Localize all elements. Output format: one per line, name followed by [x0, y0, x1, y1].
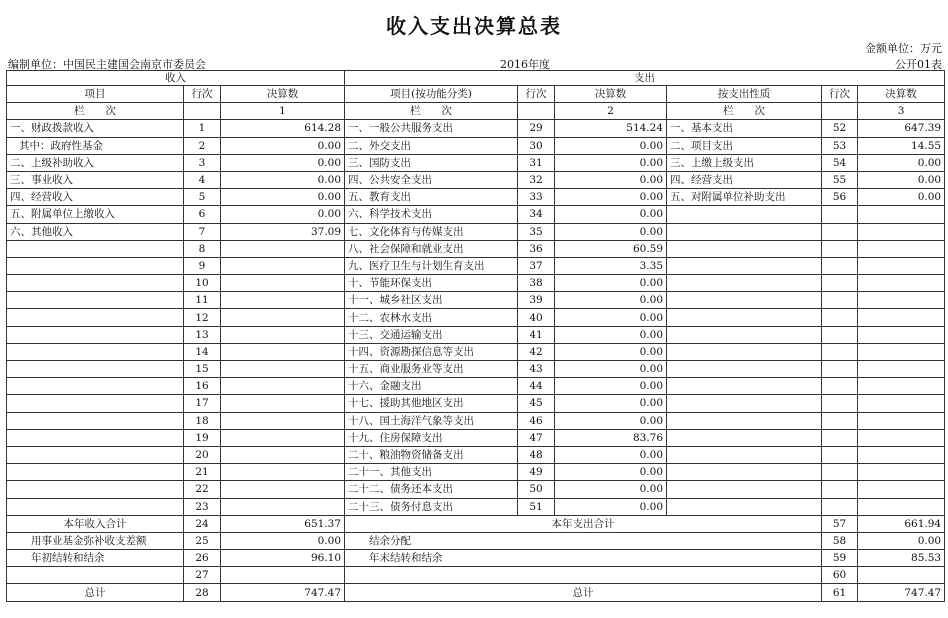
function-line: 47 [518, 429, 555, 446]
function-line: 41 [518, 326, 555, 343]
header-nature-amount: 决算数 [858, 86, 945, 103]
summary-income-line: 27 [184, 567, 221, 584]
function-amount: 514.24 [555, 120, 667, 137]
nature-line [822, 275, 858, 292]
income-amount: 37.09 [221, 223, 345, 240]
income-line: 2 [184, 137, 221, 154]
function-amount: 0.00 [555, 412, 667, 429]
function-amount: 0.00 [555, 464, 667, 481]
income-line: 5 [184, 189, 221, 206]
nature-amount [858, 412, 945, 429]
function-line: 38 [518, 275, 555, 292]
summary-income-amount: 747.47 [221, 584, 345, 601]
column-header-row [7, 86, 945, 103]
income-item: 四、经营收入 [7, 189, 184, 206]
summary-row [7, 515, 945, 532]
income-line: 20 [184, 446, 221, 463]
table-row [7, 446, 945, 463]
income-amount: 0.00 [221, 137, 345, 154]
income-item [7, 292, 184, 309]
nature-line [822, 240, 858, 257]
summary-income-label: 年初结转和结余 [7, 550, 184, 567]
income-amount: 0.00 [221, 189, 345, 206]
table-row [7, 240, 945, 257]
function-line: 36 [518, 240, 555, 257]
nature-item [667, 206, 822, 223]
income-line: 19 [184, 429, 221, 446]
function-item: 二、外交支出 [345, 137, 518, 154]
col-label-blank [518, 103, 555, 120]
summary-expense-label: 总计 [345, 584, 822, 601]
summary-income-label: 本年收入合计 [7, 515, 184, 532]
summary-income-amount: 96.10 [221, 550, 345, 567]
income-item [7, 446, 184, 463]
function-line: 45 [518, 395, 555, 412]
nature-line [822, 257, 858, 274]
income-item [7, 361, 184, 378]
summary-expense-line: 61 [822, 584, 858, 601]
income-line: 17 [184, 395, 221, 412]
function-item: 七、文化体育与传媒支出 [345, 223, 518, 240]
function-amount: 0.00 [555, 223, 667, 240]
function-item: 四、公共安全支出 [345, 171, 518, 188]
table-row [7, 137, 945, 154]
amount-unit: 金额单位：万元 [865, 42, 942, 55]
income-section-title: 收入 [7, 71, 345, 86]
nature-item [667, 446, 822, 463]
function-line: 37 [518, 257, 555, 274]
function-amount: 0.00 [555, 446, 667, 463]
income-line: 23 [184, 498, 221, 515]
table-row [7, 154, 945, 171]
nature-item [667, 378, 822, 395]
income-line: 21 [184, 464, 221, 481]
nature-item [667, 395, 822, 412]
income-item: 五、附属单位上缴收入 [7, 206, 184, 223]
nature-amount: 0.00 [858, 154, 945, 171]
summary-income-line: 24 [184, 515, 221, 532]
function-line: 33 [518, 189, 555, 206]
income-amount [221, 326, 345, 343]
nature-item [667, 292, 822, 309]
income-item: 一、财政拨款收入 [7, 120, 184, 137]
nature-item [667, 361, 822, 378]
function-line: 42 [518, 343, 555, 360]
nature-line: 55 [822, 171, 858, 188]
income-item: 其中：政府性基金 [7, 137, 184, 154]
income-line: 11 [184, 292, 221, 309]
function-item: 二十、粮油物资储备支出 [345, 446, 518, 463]
income-amount [221, 481, 345, 498]
table-row [7, 171, 945, 188]
function-amount: 0.00 [555, 171, 667, 188]
nature-amount [858, 498, 945, 515]
income-item: 二、上级补助收入 [7, 154, 184, 171]
function-amount: 0.00 [555, 206, 667, 223]
function-item: 十一、城乡社区支出 [345, 292, 518, 309]
nature-line [822, 206, 858, 223]
function-amount: 0.00 [555, 275, 667, 292]
income-amount [221, 361, 345, 378]
nature-line: 56 [822, 189, 858, 206]
function-amount: 3.35 [555, 257, 667, 274]
nature-amount [858, 292, 945, 309]
function-item: 八、社会保障和就业支出 [345, 240, 518, 257]
summary-expense-label: 年末结转和结余 [345, 550, 822, 567]
function-line: 31 [518, 154, 555, 171]
function-item: 二十三、债务付息支出 [345, 498, 518, 515]
budget-summary-table [6, 70, 945, 602]
nature-item [667, 257, 822, 274]
income-line: 16 [184, 378, 221, 395]
nature-item [667, 275, 822, 292]
col-number-1: 1 [221, 103, 345, 120]
function-item: 十九、住房保障支出 [345, 429, 518, 446]
income-item [7, 412, 184, 429]
header-function-item: 项目(按功能分类) [345, 86, 518, 103]
nature-line: 54 [822, 154, 858, 171]
summary-row [7, 584, 945, 601]
function-amount: 0.00 [555, 378, 667, 395]
function-amount: 60.59 [555, 240, 667, 257]
page-title: 收入支出决算总表 [386, 14, 562, 38]
nature-line [822, 464, 858, 481]
nature-amount: 0.00 [858, 189, 945, 206]
header-income-line: 行次 [184, 86, 221, 103]
income-line: 15 [184, 361, 221, 378]
nature-amount [858, 309, 945, 326]
header-income-amount: 决算数 [221, 86, 345, 103]
income-line: 7 [184, 223, 221, 240]
income-amount [221, 429, 345, 446]
income-item [7, 326, 184, 343]
nature-amount [858, 395, 945, 412]
col-number-2: 2 [555, 103, 667, 120]
income-amount: 0.00 [221, 154, 345, 171]
form-number: 公开01表 [895, 58, 942, 71]
nature-line [822, 378, 858, 395]
function-item: 十七、援助其他地区支出 [345, 395, 518, 412]
nature-item [667, 223, 822, 240]
income-line: 10 [184, 275, 221, 292]
income-item [7, 343, 184, 360]
table-row [7, 120, 945, 137]
function-item: 五、教育支出 [345, 189, 518, 206]
income-amount [221, 257, 345, 274]
function-item: 九、医疗卫生与计划生育支出 [345, 257, 518, 274]
function-line: 29 [518, 120, 555, 137]
income-item [7, 481, 184, 498]
function-amount: 0.00 [555, 309, 667, 326]
nature-amount: 14.55 [858, 137, 945, 154]
function-line: 51 [518, 498, 555, 515]
nature-line: 52 [822, 120, 858, 137]
nature-amount [858, 481, 945, 498]
function-amount: 0.00 [555, 189, 667, 206]
nature-amount [858, 343, 945, 360]
nature-item [667, 429, 822, 446]
table-row [7, 326, 945, 343]
summary-expense-line: 57 [822, 515, 858, 532]
expense-section-title: 支出 [345, 71, 945, 86]
summary-expense-line: 58 [822, 532, 858, 549]
summary-expense-amount: 747.47 [858, 584, 945, 601]
function-line: 35 [518, 223, 555, 240]
income-item [7, 257, 184, 274]
nature-item [667, 326, 822, 343]
nature-amount [858, 361, 945, 378]
nature-line [822, 223, 858, 240]
function-line: 44 [518, 378, 555, 395]
nature-amount [858, 429, 945, 446]
income-amount [221, 464, 345, 481]
nature-amount [858, 240, 945, 257]
nature-item: 二、项目支出 [667, 137, 822, 154]
function-line: 40 [518, 309, 555, 326]
income-amount [221, 343, 345, 360]
function-line: 50 [518, 481, 555, 498]
function-item: 一、一般公共服务支出 [345, 120, 518, 137]
summary-expense-label: 本年支出合计 [345, 515, 822, 532]
header-nature-item: 按支出性质 [667, 86, 822, 103]
income-amount [221, 412, 345, 429]
income-line: 1 [184, 120, 221, 137]
summary-income-line: 26 [184, 550, 221, 567]
function-amount: 0.00 [555, 361, 667, 378]
function-amount: 0.00 [555, 343, 667, 360]
nature-line [822, 326, 858, 343]
function-amount: 0.00 [555, 498, 667, 515]
summary-expense-amount: 85.53 [858, 550, 945, 567]
nature-line [822, 361, 858, 378]
table-row [7, 189, 945, 206]
summary-expense-line: 60 [822, 567, 858, 584]
summary-expense-label: 结余分配 [345, 532, 822, 549]
fiscal-year: 2016年度 [500, 58, 550, 71]
table-row [7, 395, 945, 412]
table-row [7, 481, 945, 498]
nature-item: 五、对附属单位补助支出 [667, 189, 822, 206]
function-amount: 0.00 [555, 395, 667, 412]
table-row [7, 429, 945, 446]
income-amount [221, 309, 345, 326]
income-line: 22 [184, 481, 221, 498]
function-item: 十三、交通运输支出 [345, 326, 518, 343]
income-amount [221, 498, 345, 515]
income-line: 4 [184, 171, 221, 188]
function-item: 三、国防支出 [345, 154, 518, 171]
function-line: 32 [518, 171, 555, 188]
col-number-3: 3 [858, 103, 945, 120]
income-item [7, 275, 184, 292]
income-line: 12 [184, 309, 221, 326]
table-row [7, 275, 945, 292]
nature-amount: 647.39 [858, 120, 945, 137]
col-label-blank [184, 103, 221, 120]
nature-line [822, 292, 858, 309]
nature-amount [858, 223, 945, 240]
income-line: 9 [184, 257, 221, 274]
summary-expense-label [345, 567, 822, 584]
nature-amount [858, 464, 945, 481]
col-label-function: 栏 次 [345, 103, 518, 120]
summary-row [7, 550, 945, 567]
table-row [7, 498, 945, 515]
income-amount [221, 446, 345, 463]
nature-amount [858, 326, 945, 343]
summary-row [7, 567, 945, 584]
nature-item: 一、基本支出 [667, 120, 822, 137]
summary-income-amount: 0.00 [221, 532, 345, 549]
header-income-item: 项目 [7, 86, 184, 103]
table-row [7, 343, 945, 360]
income-line: 8 [184, 240, 221, 257]
nature-line [822, 429, 858, 446]
income-item [7, 395, 184, 412]
summary-income-label: 总计 [7, 584, 184, 601]
summary-income-label: 用事业基金弥补收支差额 [7, 532, 184, 549]
income-item [7, 429, 184, 446]
income-amount: 0.00 [221, 171, 345, 188]
col-label-nature: 栏 次 [667, 103, 822, 120]
nature-line [822, 498, 858, 515]
nature-line [822, 343, 858, 360]
function-amount: 0.00 [555, 154, 667, 171]
income-item [7, 309, 184, 326]
nature-item [667, 498, 822, 515]
function-line: 43 [518, 361, 555, 378]
function-amount: 83.76 [555, 429, 667, 446]
income-line: 6 [184, 206, 221, 223]
income-amount [221, 395, 345, 412]
table-row [7, 206, 945, 223]
function-item: 十五、商业服务业等支出 [345, 361, 518, 378]
nature-line [822, 309, 858, 326]
summary-expense-amount: 0.00 [858, 532, 945, 549]
function-line: 46 [518, 412, 555, 429]
summary-income-line: 28 [184, 584, 221, 601]
nature-line [822, 481, 858, 498]
nature-item: 四、经营支出 [667, 171, 822, 188]
function-amount: 0.00 [555, 137, 667, 154]
income-amount [221, 275, 345, 292]
table-row [7, 361, 945, 378]
organization-label: 编制单位：中国民主建国会南京市委员会 [8, 58, 206, 71]
nature-item [667, 309, 822, 326]
nature-line [822, 446, 858, 463]
section-header-row [7, 71, 945, 86]
nature-amount [858, 206, 945, 223]
function-line: 49 [518, 464, 555, 481]
nature-amount [858, 257, 945, 274]
nature-item [667, 464, 822, 481]
function-line: 48 [518, 446, 555, 463]
col-label-income: 栏 次 [7, 103, 184, 120]
income-line: 14 [184, 343, 221, 360]
function-item: 十六、金融支出 [345, 378, 518, 395]
income-line: 13 [184, 326, 221, 343]
nature-item [667, 481, 822, 498]
summary-expense-amount [858, 567, 945, 584]
income-amount [221, 378, 345, 395]
function-amount: 0.00 [555, 481, 667, 498]
function-item: 二十一、其他支出 [345, 464, 518, 481]
nature-line: 53 [822, 137, 858, 154]
income-amount [221, 240, 345, 257]
summary-income-amount: 651.37 [221, 515, 345, 532]
function-amount: 0.00 [555, 292, 667, 309]
nature-item [667, 412, 822, 429]
nature-item: 三、上缴上级支出 [667, 154, 822, 171]
income-item [7, 464, 184, 481]
header-function-amount: 决算数 [555, 86, 667, 103]
income-amount: 0.00 [221, 206, 345, 223]
function-item: 十二、农林水支出 [345, 309, 518, 326]
function-item: 十八、国土海洋气象等支出 [345, 412, 518, 429]
income-amount [221, 292, 345, 309]
table-row [7, 464, 945, 481]
column-number-row [7, 103, 945, 120]
income-item: 六、其他收入 [7, 223, 184, 240]
table-row [7, 292, 945, 309]
function-item: 六、科学技术支出 [345, 206, 518, 223]
nature-amount [858, 275, 945, 292]
nature-amount [858, 378, 945, 395]
table-row [7, 309, 945, 326]
function-line: 34 [518, 206, 555, 223]
function-line: 30 [518, 137, 555, 154]
nature-line [822, 412, 858, 429]
summary-expense-amount: 661.94 [858, 515, 945, 532]
income-line: 18 [184, 412, 221, 429]
table-row [7, 257, 945, 274]
income-item [7, 378, 184, 395]
col-label-blank [822, 103, 858, 120]
header-nature-line: 行次 [822, 86, 858, 103]
income-item [7, 240, 184, 257]
income-line: 3 [184, 154, 221, 171]
table-row [7, 378, 945, 395]
header-function-line: 行次 [518, 86, 555, 103]
table-row [7, 412, 945, 429]
function-item: 十四、资源勘探信息等支出 [345, 343, 518, 360]
income-item [7, 498, 184, 515]
function-item: 十、节能环保支出 [345, 275, 518, 292]
nature-item [667, 343, 822, 360]
table-row [7, 223, 945, 240]
income-amount: 614.28 [221, 120, 345, 137]
summary-expense-line: 59 [822, 550, 858, 567]
summary-income-label [7, 567, 184, 584]
nature-amount [858, 446, 945, 463]
nature-amount: 0.00 [858, 171, 945, 188]
summary-row [7, 532, 945, 549]
function-line: 39 [518, 292, 555, 309]
income-item: 三、事业收入 [7, 171, 184, 188]
summary-income-amount [221, 567, 345, 584]
function-item: 二十二、债务还本支出 [345, 481, 518, 498]
summary-income-line: 25 [184, 532, 221, 549]
function-amount: 0.00 [555, 326, 667, 343]
nature-item [667, 240, 822, 257]
nature-line [822, 395, 858, 412]
